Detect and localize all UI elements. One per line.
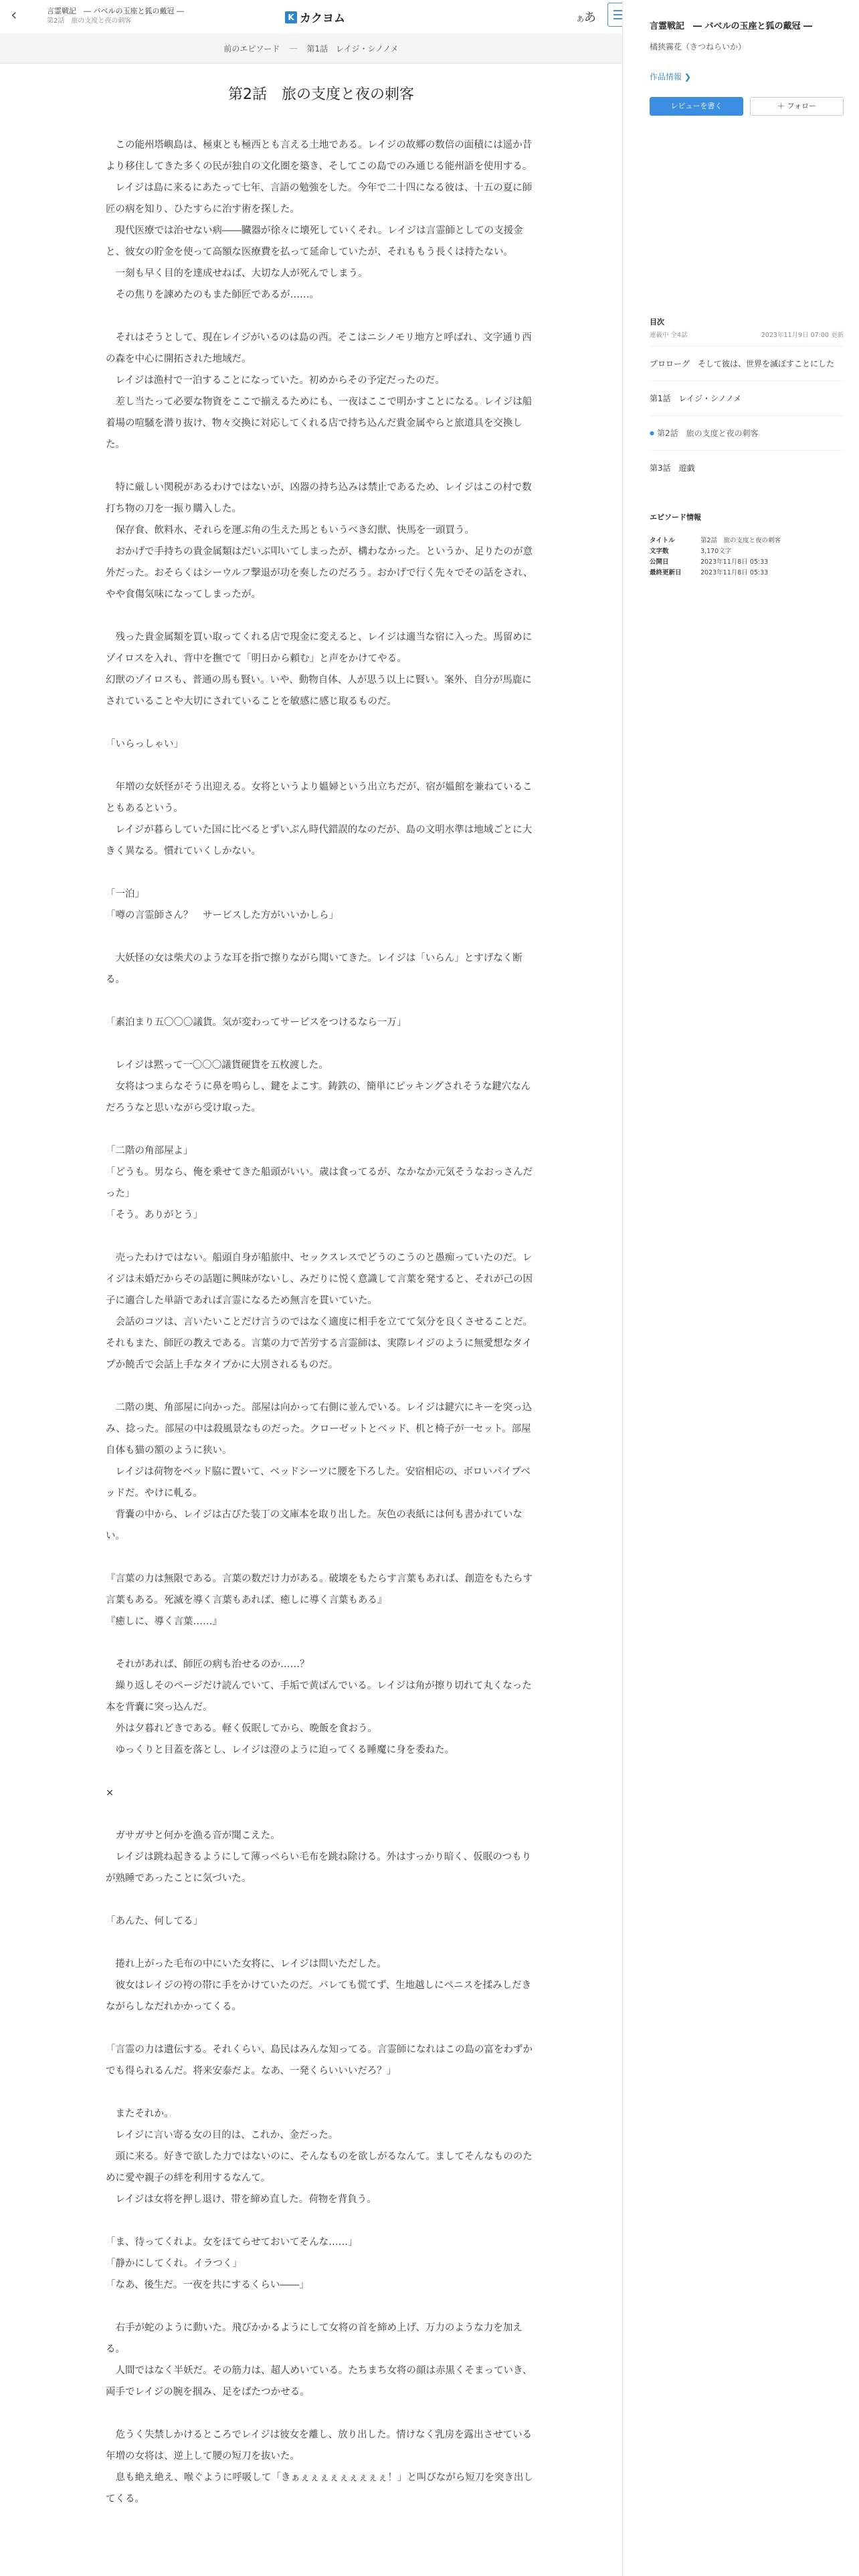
paragraph-gap <box>106 1932 537 1953</box>
follow-button[interactable]: ＋ フォロー <box>750 97 844 116</box>
info-key: 最終更新日 <box>650 569 682 576</box>
paragraph-gap <box>106 990 537 1012</box>
paragraph: 保存食、飲料水、それらを運ぶ角の生えた馬ともいうべき幻獣、快馬を一頭買う。 <box>106 525 474 536</box>
info-value: 3,170文字 <box>700 548 732 555</box>
paragraph: それはそうとして、現在レイジがいるのは島の西。そこはニシノモリ地方と呼ばれ、文字通り西の森を中心に開拓された地域だ。 <box>106 332 532 364</box>
paragraph-gap <box>106 1226 537 1247</box>
paragraph: 「あんた、何してる」 <box>106 1916 203 1927</box>
paragraph: この能州塔嶼島は、極東とも極西とも言える土地である。レイジの故郷の数倍の面積には遥か昔より移住してきた多くの民が独自の文化圏を築き、そしてこの島でのみ通じる能州語を使用する。 <box>106 140 533 172</box>
header-work-title[interactable]: 言霊戦記 ― バベルの玉座と狐の戴冠 ― <box>47 7 184 15</box>
nav-separator: ― <box>289 43 298 53</box>
paragraph: 人間ではなく半妖だ。その筋力は、超人めいている。たちまち女将の顔は赤黒くそまっていき、両手でレイジの腕を掴み、足をばたつかせる。 <box>106 2365 533 2397</box>
paragraph: 年増の女妖怪がそう出迎える。女将というより媼婦という出立ちだが、宿が媼館を兼ねていることもあるという。 <box>106 782 533 814</box>
font-toggle-large: あ <box>584 11 596 25</box>
paragraph: 外は夕暮れどきである。軽く仮眠してから、晩飯を食おう。 <box>106 1723 377 1734</box>
episode-body <box>106 63 537 2510</box>
back-chevron-icon[interactable]: ‹ <box>11 5 17 24</box>
toc-meta-updated: 2023年11月9日 07:00 更新 <box>761 332 844 339</box>
chapter-link[interactable]: 第1話 レイジ・シノノメ <box>306 43 399 53</box>
paragraph-gap <box>106 1119 537 1140</box>
font-size-toggle[interactable] <box>577 8 596 25</box>
paragraph-gap <box>106 306 537 327</box>
toc-item-ep3[interactable]: 第3話 遊戯 <box>650 450 844 485</box>
header-titles[interactable] <box>47 6 184 26</box>
paragraph: 「素泊まり五〇〇〇議貨。気が変わってサービスをつけるなら一万」 <box>106 1017 407 1028</box>
paragraph-gap <box>106 755 537 776</box>
paragraph: レイジが暮らしていた国に比べるとずいぶん時代錯誤的なのだが、島の文明水準は地域ごとに大きく異なる。慣れていくしかない。 <box>106 825 533 857</box>
paragraph-gap <box>106 2018 537 2039</box>
toc-meta-status: 連載中 全4話 <box>650 332 688 339</box>
paragraph: 「ま、待ってくれよ。女をほてらせておいてそんな……」 <box>106 2237 358 2248</box>
info-key: 公開日 <box>650 558 669 566</box>
paragraph: 会話のコツは、言いたいことだけ言うのではなく適度に相手を立てて気分を良くさせることだ。それもまた、師匠の教えである。言葉の力で苦労する言霊師は、実際レイジのように無愛想なタイプか饒舌で会話上手なタイプかに大別されるものだ。 <box>106 1317 533 1370</box>
paragraph: 捲れ上がった毛布の中にいた女将に、レイジは問いただした。 <box>106 1959 387 1969</box>
paragraph: 残った貴金属類を買い取ってくれる店で現金に変えると、レイジは適当な宿に入った。馬留めにゾイロスを入れ、背中を撫でて「明日から頼む」と声をかけてやる。 <box>106 632 533 664</box>
paragraph: レイジは漁村で一泊することになっていた。初めからその予定だったのだ。 <box>106 375 445 386</box>
paragraph: 背嚢の中から、レイジは古びた装丁の文庫本を取り出した。灰色の表紙には何も書かれていない。 <box>106 1509 522 1541</box>
paragraph: 繰り返しそのページだけ読んでいて、手垢で黄ばんでいる。レイジは角が擦り切れて丸くなった本を背嚢に突っ込んだ。 <box>106 1681 532 1713</box>
paragraph: 二階の奥、角部屋に向かった。部屋は向かって右側に並んでいる。レイジは鍵穴にキーを突っ込み、捻った。部屋の中は殺風景なものだった。クローゼットとベッド、机と椅子が一セット。部屋自体も猫の額のように狭い。 <box>106 1402 533 1456</box>
write-review-button[interactable]: レビューを書く <box>650 97 743 116</box>
paragraph: レイジは島に来るにあたって七年、言語の勉強をした。今年で二十四になる彼は、十五の夏に師匠の病を知り、ひたすらに治す術を探した。 <box>106 183 533 215</box>
paragraph: レイジは跳ね起きるようにして薄っぺらい毛布を跳ね除ける。外はすっかり暗く、仮眠のつもりが熟睡であったことに気づいた。 <box>106 1852 532 1884</box>
paragraph: 差し当たって必要な物資をここで揃えるためにも、一夜はここで明かすことになる。レイジは船着場の喧騒を潜り抜け、物々交換に対応してくれる店で持ち込んだ貴金属やらと旅道具を交換した。 <box>106 397 533 450</box>
paragraph: 「噂の言霊師さん？ サービスした方がいいかしら」 <box>106 910 339 921</box>
sidebar-work-title[interactable]: 言霊戦記 ― バベルの玉座と狐の戴冠 ― <box>650 21 813 31</box>
paragraph: 息も絶え絶え、喉ぐように呼吸して「きぁぇぇぇぇぇぇぇぇぇ！」と叫びながら短刀を突き出してくる。 <box>106 2472 533 2504</box>
paragraph: レイジに言い寄る女の目的は、これか、金だった。 <box>106 2130 339 2141</box>
paragraph-gap <box>106 2296 537 2317</box>
paragraph: 現代医療では治せない病――臓器が徐々に壊死していくそれ。レイジは言霊師としての支援金と、彼女の貯金を使って高額な医療費を払って延命していたが、それももう長くは持たない。 <box>106 225 523 257</box>
episode-nav <box>0 33 622 64</box>
episode-text <box>106 134 537 2510</box>
toc-item-ep2-current[interactable]: ● 第2話 旅の支度と夜の刺客 <box>650 415 844 450</box>
toc-item-ep1[interactable]: 第1話 レイジ・シノノメ <box>650 381 844 415</box>
paragraph-gap <box>106 2082 537 2103</box>
logo-mark-icon: K <box>285 11 297 23</box>
paragraph: 「いらっしゃい」 <box>106 739 183 750</box>
paragraph: 「なあ、後生だ。一夜を共にするくらい――」 <box>106 2280 309 2290</box>
info-value: 2023年11月8日 05:33 <box>700 569 769 576</box>
paragraph-gap <box>106 2210 537 2232</box>
toc-list <box>650 346 844 485</box>
paragraph: レイジは黙って一〇〇〇議貨硬貨を五枚渡した。 <box>106 1060 328 1071</box>
paragraph-gap <box>106 1547 537 1568</box>
paragraph-gap <box>106 1761 537 1782</box>
paragraph: 売ったわけではない。船頭自身が船旅中、セックスレスでどうのこうのと愚痴っていたのだ。レイジは未婚だからその話題に興味がないし、みだりに悦く意識して言葉を発すると、それが己の因子に適合した単語であれば言霊になるため無言を貫いていた。 <box>106 1253 533 1306</box>
paragraph: おかげで手持ちの貴金属類はだいぶ叩いてしまったが、構わなかった。というか、足りたのが意外だった。おそらくはシーウルフ撃退が功を奏したのだろう。おかげで行く先々でその話をされ、やや食傷気味になってしまったが。 <box>106 546 533 600</box>
paragraph: 「二階の角部屋よ」 <box>106 1146 193 1156</box>
paragraph: またそれか。 <box>106 2109 174 2119</box>
paragraph-gap <box>106 2403 537 2424</box>
paragraph: ガサガサと何かを漁る音が聞こえた。 <box>106 1830 280 1841</box>
paragraph-gap <box>106 455 537 477</box>
paragraph: 特に厳しい関税があるわけではないが、凶器の持ち込みは禁止であるため、レイジはこの村で数打ち物の刀を一振り購入した。 <box>106 482 532 514</box>
info-value: 2023年11月8日 05:33 <box>700 558 769 566</box>
paragraph-gap <box>106 862 537 883</box>
paragraph: 彼女はレイジの袴の帯に手をかけていたのだ。バレても慌てず、生地越しにペニスを揉みしだきながらしなだれかかってくる。 <box>106 1980 532 2012</box>
paragraph-gap <box>106 1889 537 1911</box>
paragraph: × <box>106 1788 114 1798</box>
header-episode-title: 第2話 旅の支度と夜の刺客 <box>47 17 132 25</box>
paragraph: 一刻も早く目的を達成せねば、大切な人が死んでしまう。 <box>106 268 368 279</box>
episode-title: 第2話 旅の支度と夜の刺客 <box>228 86 414 103</box>
sidebar-author[interactable]: 橘狭霧花（きつねらいか） <box>650 42 747 51</box>
paragraph: レイジは荷物をベッド脇に置いて、ベッドシーツに腰を下ろした。安宿相応の、ボロいパイプベッドだ。やけに軋る。 <box>106 1467 531 1499</box>
paragraph: 「静かにしてくれ。イラつく」 <box>106 2258 242 2269</box>
toc-heading: 目次 <box>650 318 664 326</box>
info-value: 第2話 旅の支度と夜の刺客 <box>700 537 781 544</box>
paragraph-gap <box>106 1632 537 1654</box>
work-info-link[interactable]: 作品情報 ❯ <box>650 72 691 82</box>
paragraph: 「言霊の力は遺伝する。それくらい、島民はみんな知ってる。言霊師になれはこの島の富をわずかでも得られるんだ。将来安泰だよ。なあ、一発くらいいいだろ？」 <box>106 2044 533 2076</box>
paragraph: レイジは女将を押し退け、帯を締め直した。荷物を背負う。 <box>106 2194 377 2205</box>
kakuyomu-logo[interactable] <box>285 9 345 25</box>
sidebar <box>622 0 859 2576</box>
paragraph: 大妖怪の女は柴犬のような耳を指で擦りながら聞いてきた。レイジは「いらん」とすげなく断る。 <box>106 953 522 985</box>
paragraph: 右手が蛇のように動いた。飛びかかるようにして女将の首を締め上げ、万力のような力を加える。 <box>106 2323 522 2355</box>
paragraph: その焦りを諫めたのもまた師匠であるが……。 <box>106 290 319 300</box>
episode-info-table <box>650 536 844 578</box>
info-key: 文字数 <box>650 548 669 555</box>
paragraph: 「一泊」 <box>106 889 145 899</box>
paragraph-gap <box>106 926 537 948</box>
paragraph: 幻獣のゾイロスも、普通の馬も賢い。いや、動物自体、人が思う以上に賢い。案外、自分が馬鹿にされていることや大切にされていることを敏感に感じ取るものだ。 <box>106 675 532 707</box>
paragraph-gap <box>106 1033 537 1055</box>
paragraph: 『言葉の力は無限である。言葉の数だけ力がある。破壊をもたらす言葉もあれば、創造をもたらす言葉もある。死滅を導く言葉もあれば、癒しに導く言葉もある』 <box>106 1574 533 1606</box>
paragraph: それがあれば、師匠の病も治せるのか……？ <box>106 1659 310 1670</box>
paragraph: 女将はつまらなそうに鼻を鳴らし、鍵をよこす。鋳鉄の、簡単にピッキングされそうな鍵穴なんだろうなと思いながら受け取った。 <box>106 1081 531 1113</box>
toc-item-prologue[interactable]: プロローグ そして彼は、世界を滅ぼすことにした <box>650 346 844 381</box>
paragraph-gap <box>106 605 537 627</box>
prev-episode-link[interactable]: 前のエピソード <box>223 43 280 53</box>
top-header <box>0 0 622 34</box>
font-toggle-small: あ <box>577 15 584 23</box>
paragraph-gap <box>106 1804 537 1825</box>
paragraph: 危うく失禁しかけるところでレイジは彼女を離し、放り出した。情けなく乳房を露出させている年増の女将は、逆上して腰の短刀を抜いた。 <box>106 2430 533 2462</box>
paragraph: 「そう。ありがとう」 <box>106 1210 203 1220</box>
paragraph-gap <box>106 712 537 734</box>
logo-text: カクヨム <box>300 12 345 25</box>
episode-info-heading: エピソード情報 <box>650 513 701 522</box>
paragraph: 「どうも。男なら、俺を乗せてきた船頭がいい。歳は食ってるが、なかなか元気そうなおっさんだった」 <box>106 1167 533 1199</box>
paragraph: ゆっくりと目蓋を落とし、レイジは澄のように迫ってくる睡魔に身を委ねた。 <box>106 1745 455 1755</box>
paragraph: 『癒しに、導く言葉……』 <box>106 1616 222 1627</box>
info-key: タイトル <box>650 537 675 544</box>
paragraph: 頭に来る。好きで欲した力ではないのに、そんなものを欲しがるなんて。ましてそんなもののために愛や親子の絆を利用するなんて。 <box>106 2151 533 2183</box>
paragraph-gap <box>106 1376 537 1397</box>
